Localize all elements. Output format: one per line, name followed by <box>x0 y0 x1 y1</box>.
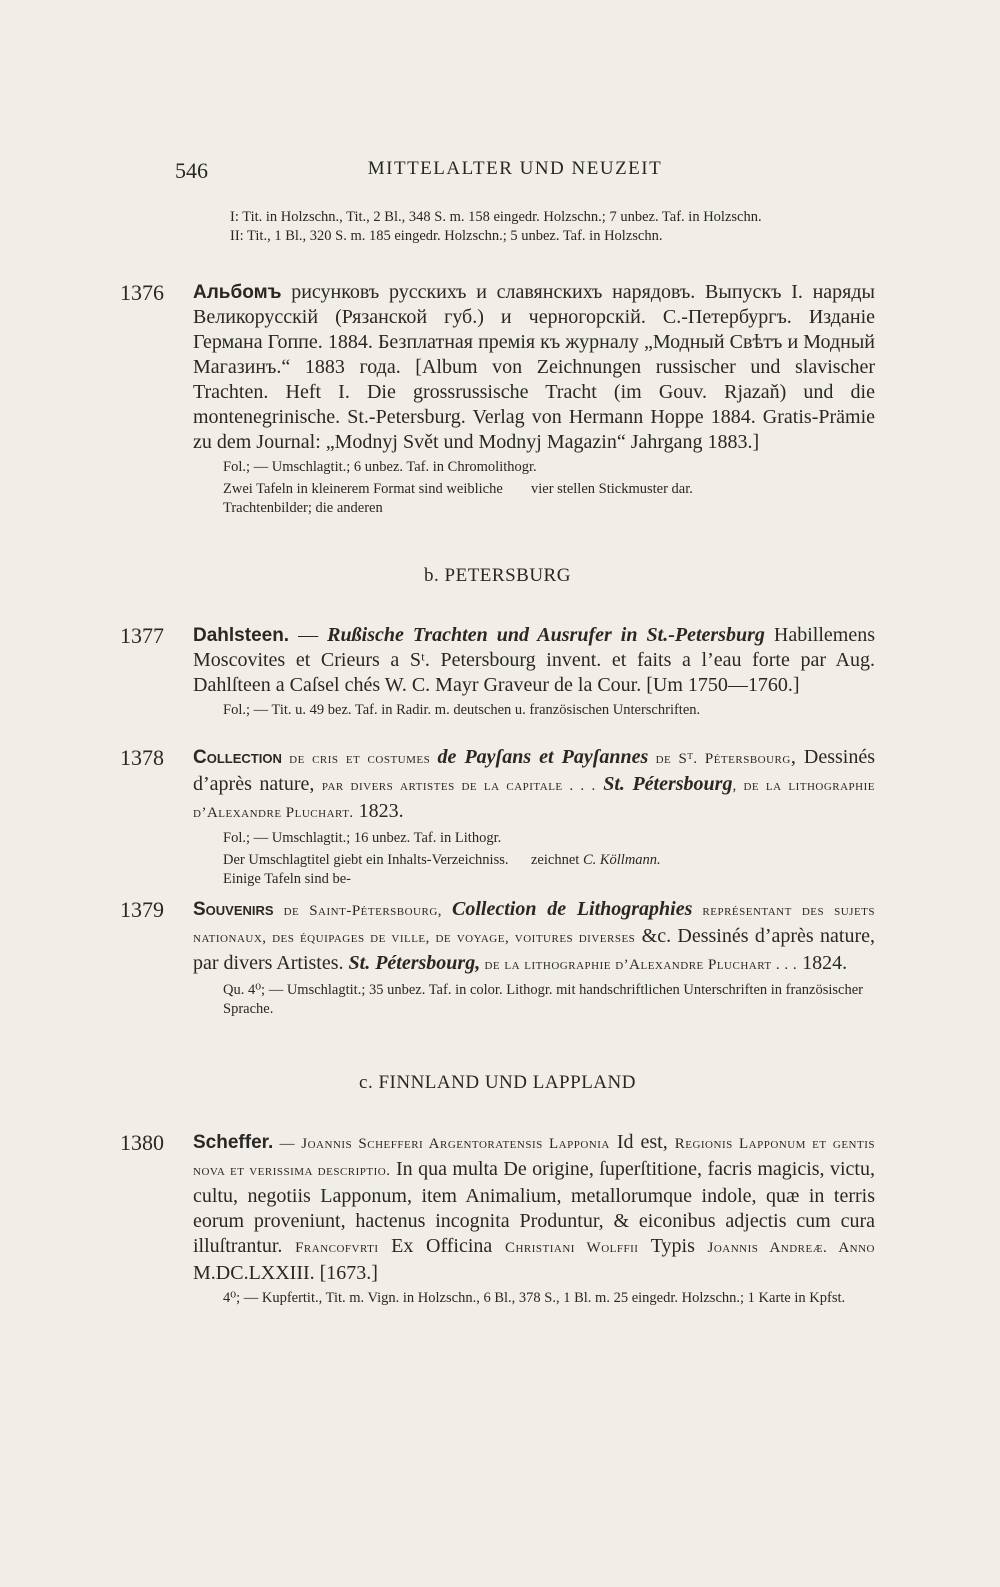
entry-collation: Fol.; — Tit. u. 49 bez. Taf. in Radir. m. deutschen u. französischen Unterschriften. <box>223 702 701 718</box>
entry-collation: Fol.; — Umschlagtit.; 6 unbez. Taf. in Chromolithogr. <box>223 459 537 475</box>
entry-dash: — <box>289 624 328 646</box>
catalog-entry-1379 <box>120 897 875 1019</box>
entry-smallcaps: Christiani Wolffii <box>504 1240 639 1256</box>
entry-smallcaps: Francofvrti <box>295 1240 379 1256</box>
catalog-entry-1376 <box>120 280 875 518</box>
entry-remark <box>223 851 875 889</box>
entry-description: , Dessinés d’après nature, <box>193 746 875 795</box>
page-number: 546 <box>175 158 208 183</box>
entry-text <box>193 897 875 978</box>
entry-blackletter-title: Rußische Trachten und Ausrufer in St.-Petersburg <box>327 624 765 646</box>
entry-number: 1378 <box>120 745 164 770</box>
entry-smallcaps: — Joannis Schefferi Argentoratensis Lapponia <box>273 1136 610 1152</box>
entry-smallcaps: Regionis Lapponum et gentis nova et verissima descriptio. <box>193 1136 875 1179</box>
entry-blackletter-place: St. Pétersbourg, <box>348 952 481 974</box>
entry-smallcaps: de Saint-Pétersbourg, <box>273 903 453 919</box>
entry-remark-col2 <box>523 851 875 889</box>
entry-collation: 4⁰; — Kupfertit., Tit. m. Vign. in Holzschn., 6 Bl., 378 S., 1 Bl. m. 25 eingedr. Holzschn.; 1 Karte in Kpfst. <box>223 1290 846 1306</box>
continued-note-line: I: Tit. in Holzschn., Tit., 2 Bl., 348 S. m. 158 eingedr. Holzschn.; 7 unbez. Taf. in Holzschn. <box>230 209 762 225</box>
section-heading-petersburg: b. PETERSBURG <box>424 565 571 586</box>
entry-smallcaps: de cris et costumes <box>281 751 438 767</box>
artist-name: C. Köllmann. <box>582 852 661 868</box>
entry-description: Typis <box>638 1235 708 1257</box>
entry-text <box>193 1130 875 1286</box>
entry-remark-text: zeichnet <box>531 852 583 868</box>
entry-smallcaps: , de la lithographie d’Alexandre Pluchart. <box>193 778 876 821</box>
entry-description: Id est, <box>609 1131 675 1153</box>
entry-collation: Qu. 4⁰; — Umschlagtit.; 35 unbez. Taf. in color. Lithogr. mit handschriftlichen Unterschriften in französischer Sprache. <box>223 982 863 1017</box>
entry-description: Ex Officina <box>378 1235 505 1257</box>
entry-smallcaps: représentant des sujets nationaux, des équipages de ville, de voyage, voitures diverses <box>193 903 876 946</box>
entry-blackletter-title: de Payſans et Payſannes <box>437 746 649 768</box>
entry-text <box>193 745 875 826</box>
entry-smallcaps: de Sᵀ. Pétersbourg <box>648 751 791 767</box>
entry-number: 1377 <box>120 623 164 648</box>
entry-collation: Fol.; — Umschlagtit.; 16 unbez. Taf. in Lithogr. <box>223 830 502 846</box>
section-heading-finnland: c. FINNLAND UND LAPPLAND <box>359 1072 636 1093</box>
entry-heading: Альбомъ <box>193 282 282 303</box>
continued-note-line: II: Tit., 1 Bl., 320 S. m. 185 eingedr. Holzschn.; 5 unbez. Taf. in Holzschn. <box>230 227 663 244</box>
entry-heading: Collection <box>193 747 282 768</box>
entry-number: 1376 <box>120 280 164 305</box>
entry-heading: Dahlsteen. <box>193 625 290 646</box>
entry-year: M.DC.LXXIII. [1673.] <box>193 1262 378 1284</box>
catalog-entry-1380 <box>120 1130 875 1308</box>
continued-note <box>230 208 870 245</box>
entry-text <box>193 623 875 698</box>
entry-heading: Souvenirs <box>193 899 274 920</box>
entry-number: 1379 <box>120 897 164 922</box>
catalog-entry-1378 <box>120 745 875 889</box>
running-head: MITTELALTER UND NEUZEIT <box>367 158 663 179</box>
entry-year: 1824. <box>797 952 848 974</box>
entry-description: рисунковъ русскихъ и славянскихъ нарядовъ. Выпускъ I. наряды Великорусскій (Рязанской губ.) и черногорскій. С.-Петербургъ. Изданіе Германа Гоппе. 1884. Безплатная премія къ журналу „Модный Свѣтъ и Модный Магазинъ.“ 1883 года. [Album von Zeichnungen russischer und slavischer Trachten. Heft I. Die grossrussische Tracht (im Gouv. Rjazaň) und die montenegrinische. St.-Petersburg. Verlag von Hermann Hoppe 1884. Gratis-Prämie zu dem Journal: „Modnyj Svět und Modnyj Magazin“ Jahrgang 1883.] <box>193 281 875 453</box>
entry-smallcaps: par divers artistes de la capitale . . . <box>321 778 596 794</box>
entry-year: 1823. <box>353 800 404 822</box>
entry-blackletter-title: Collection de Lithographies <box>452 898 693 920</box>
entry-description: Habillemens Moscovites et Crieurs a Sᵗ. Petersbourg invent. et faits a l’eau forte par Aug. Dahlſteen a Caſsel chés W. C. Mayr Graveur de la Cour. [Um 1750—1760.] <box>193 624 875 696</box>
entry-number: 1380 <box>120 1130 164 1155</box>
entry-description: In qua multa De origine, ſuperſtitione, facris magicis, victu, cultu, negotiis Lapponum, item Animalium, metallorumque indole, quæ in terris eorum proveniunt, hactenus incognita Produntur, & eiconibus adjectis cum cura illuſtrantur. <box>193 1158 875 1257</box>
entry-heading: Scheffer. <box>193 1132 274 1153</box>
catalog-entry-1377 <box>120 623 875 720</box>
entry-blackletter-place: St. Pétersbourg <box>595 773 733 795</box>
page-header <box>175 158 855 188</box>
entry-remark-col1: Zwei Tafeln in kleinerem Format sind weibliche Trachtenbilder; die anderen <box>223 481 503 516</box>
entry-smallcaps: de la lithographie d’Alexandre Pluchart . . . <box>480 957 798 973</box>
entry-remark-col2: vier stellen Stickmuster dar. <box>531 481 693 497</box>
entry-smallcaps: Joannis Andreæ. Anno <box>707 1240 875 1256</box>
entry-text <box>193 280 875 455</box>
entry-remark <box>223 480 875 518</box>
entry-description: &c. Dessinés d’après nature, par divers Artistes. <box>193 925 875 974</box>
entry-remark-col1: Der Umschlagtitel giebt ein Inhalts-Verzeichniss. Einige Tafeln sind be- <box>223 852 509 887</box>
